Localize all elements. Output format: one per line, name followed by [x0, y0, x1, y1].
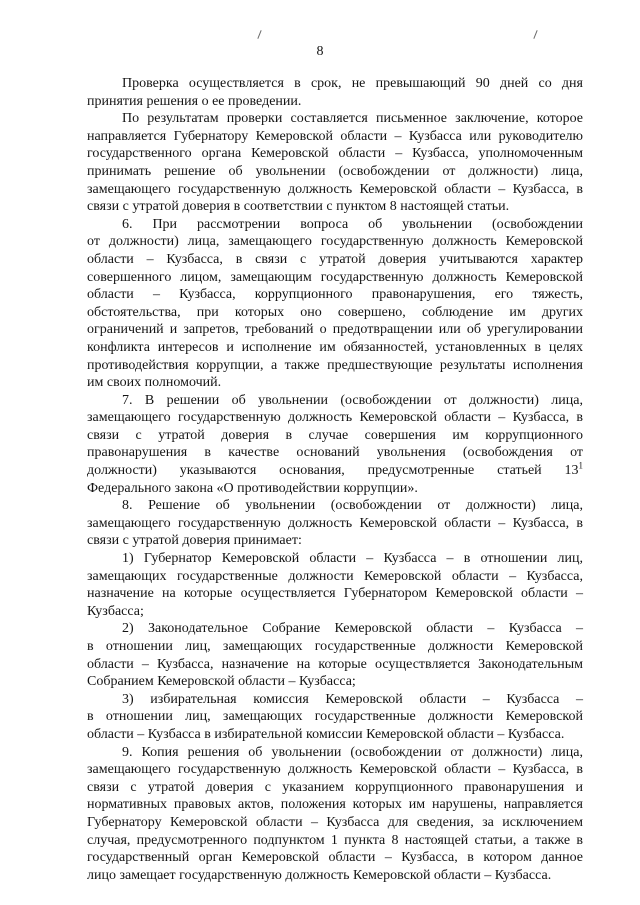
- text-line-content: от должности) лица, замещающего государственную должность Кемеровской: [87, 234, 583, 250]
- text-line: [87, 726, 583, 744]
- text-line-content: замещающего государственную должность Кемеровской области – Кузбасса, в: [87, 515, 583, 531]
- text-line: [87, 374, 583, 392]
- text-line-content: 3) избирательная комиссия Кемеровской области – Кузбасса –: [122, 691, 583, 707]
- text-line-content: 2) Законодательное Собрание Кемеровской области – Кузбасса –: [122, 621, 583, 637]
- text-line-content: в отношении лиц, замещающих государственные должности Кемеровской: [87, 709, 583, 725]
- text-line: [87, 75, 583, 93]
- text-line: [87, 708, 583, 726]
- text-line: [87, 339, 583, 357]
- text-line: [87, 444, 583, 462]
- document-body: [87, 75, 583, 884]
- text-line-content: 9. Копия решения об увольнении (освобождении от должности) лица,: [122, 744, 583, 760]
- text-line: [87, 532, 583, 550]
- text-line: [87, 480, 583, 498]
- text-line-content: Кузбасса;: [87, 603, 144, 619]
- text-line-content: области – Кузбасса, коррупционного правонарушения, его тяжесть,: [87, 287, 583, 303]
- text-line: [87, 867, 583, 885]
- text-line-content: лицо замещает государственную должность Кемеровской области – Кузбасса.: [87, 867, 552, 883]
- text-line-content: направляется Губернатору Кемеровской области – Кузбасса или руководителю: [87, 128, 583, 144]
- text-line: [87, 110, 583, 128]
- text-line-content: По результатам проверки составляется письменное заключение, которое: [122, 111, 583, 127]
- text-line-content: 6. При рассмотрении вопроса об увольнении (освобождении: [122, 216, 583, 232]
- text-line: [87, 515, 583, 533]
- text-line: [87, 779, 583, 797]
- text-line: [87, 93, 583, 111]
- text-line-content: замещающего государственную должность Кемеровской области – Кузбасса, в: [87, 410, 583, 426]
- page-number: 8: [316, 44, 324, 59]
- text-line-content: связи с утратой доверия принимает:: [87, 533, 302, 549]
- text-line: [87, 638, 583, 656]
- text-line: [87, 321, 583, 339]
- text-line: [87, 497, 583, 515]
- text-line-content: принятия решения о ее проведении.: [87, 93, 302, 109]
- text-line-content: Губернатору Кемеровской области – Кузбасса для сведения, за исключением: [87, 814, 583, 830]
- text-line: [87, 691, 583, 709]
- text-line-content: Собранием Кемеровской области – Кузбасса;: [87, 674, 356, 690]
- text-line: [87, 585, 583, 603]
- text-line: [87, 233, 583, 251]
- text-line: [87, 286, 583, 304]
- text-line-content: связи с утратой доверия в случае совершения им коррупционного: [87, 427, 583, 443]
- text-line-content: противодействия коррупции, а также предшествующие результаты исполнения: [87, 357, 583, 373]
- text-line: [87, 673, 583, 691]
- text-line: [87, 568, 583, 586]
- text-line: [87, 181, 583, 199]
- text-line: [87, 462, 583, 480]
- text-line: [87, 128, 583, 146]
- text-line: [87, 251, 583, 269]
- text-line-content: 8. Решение об увольнении (освобождении от должности) лица,: [122, 498, 583, 514]
- text-line: [87, 427, 583, 445]
- text-line: [87, 761, 583, 779]
- text-line-content: области – Кузбасса, в связи с утратой доверия учитываются характер: [87, 251, 583, 267]
- text-line-content: государственный орган Кемеровской области – Кузбасса, в котором данное: [87, 850, 583, 866]
- text-line: [87, 656, 583, 674]
- text-line-content: конфликта интересов и исполнение им обязанностей, установленных в целях: [87, 339, 583, 355]
- text-line: [87, 796, 583, 814]
- text-line: [87, 145, 583, 163]
- text-line-content: ограничений и запретов, требований о предотвращении или об урегулировании: [87, 322, 583, 338]
- text-line: [87, 216, 583, 234]
- text-line-content: связи с утратой доверия с указанием коррупционного правонарушения и: [87, 779, 583, 795]
- text-line: [87, 744, 583, 762]
- text-line-content: замещающего государственную должность Кемеровской области – Кузбасса, в: [87, 181, 583, 197]
- text-line-content: случая, предусмотренного подпунктом 1 пункта 8 настоящей статьи, а также в: [87, 832, 583, 848]
- text-line: [87, 620, 583, 638]
- text-line-content: Федерального закона «О противодействии коррупции».: [87, 480, 418, 496]
- text-line-content: связи с утратой доверия в соответствии с пунктом 8 настоящей статьи.: [87, 199, 510, 215]
- text-line-content: совершенного лицом, замещающим государственную должность Кемеровской: [87, 269, 583, 285]
- text-line: [87, 603, 583, 621]
- text-line: [87, 392, 583, 410]
- text-line-content: Проверка осуществляется в срок, не превышающий 90 дней со дня: [122, 76, 583, 91]
- text-line-content: обстоятельства, при которых оно совершено, соблюдение им других: [87, 304, 583, 320]
- superscript: 1: [578, 460, 583, 471]
- text-line-content: правонарушения в качестве оснований увольнения (освобождения от: [87, 445, 583, 461]
- text-line-content: в отношении лиц, замещающих государственные должности Кемеровской: [87, 639, 583, 654]
- scan-mark: [533, 30, 537, 39]
- text-line-content: области – Кузбасса, назначение на которые осуществляется Законодательным: [87, 656, 583, 672]
- text-line: [87, 814, 583, 832]
- text-line: [87, 163, 583, 181]
- text-line-content: 1) Губернатор Кемеровской области – Кузбасса – в отношении лиц,: [122, 551, 583, 567]
- text-line-content: 7. В решении об увольнении (освобождении от должности) лица,: [122, 392, 583, 408]
- text-line: [87, 849, 583, 867]
- text-line-content: замещающего государственную должность Кемеровской области – Кузбасса, в: [87, 762, 583, 778]
- text-line-content: им своих полномочий.: [87, 375, 222, 391]
- text-line-content: принимать решение об увольнении (освобождении от должности) лица,: [87, 163, 583, 179]
- text-line: [87, 409, 583, 427]
- text-line: [87, 832, 583, 850]
- text-line-content: нормативных правовых актов, положения которых им нарушены, направляется: [87, 797, 583, 813]
- text-line: [87, 269, 583, 287]
- text-line: [87, 198, 583, 216]
- text-line-content: должности) указываются основания, предусмотренные статьей 13: [87, 463, 579, 479]
- text-line-content: области – Кузбасса в избирательной комиссии Кемеровской области – Кузбасса.: [87, 726, 565, 742]
- text-line-content: назначение на которые осуществляется Губернатором Кемеровской области –: [87, 586, 583, 602]
- scan-mark: [257, 30, 261, 39]
- text-line-content: государственного органа Кемеровской области – Кузбасса, уполномоченным: [87, 146, 583, 162]
- text-line: [87, 304, 583, 322]
- text-line: [87, 357, 583, 375]
- text-line-content: замещающих государственные должности Кемеровской области – Кузбасса,: [87, 568, 583, 584]
- text-line: [87, 550, 583, 568]
